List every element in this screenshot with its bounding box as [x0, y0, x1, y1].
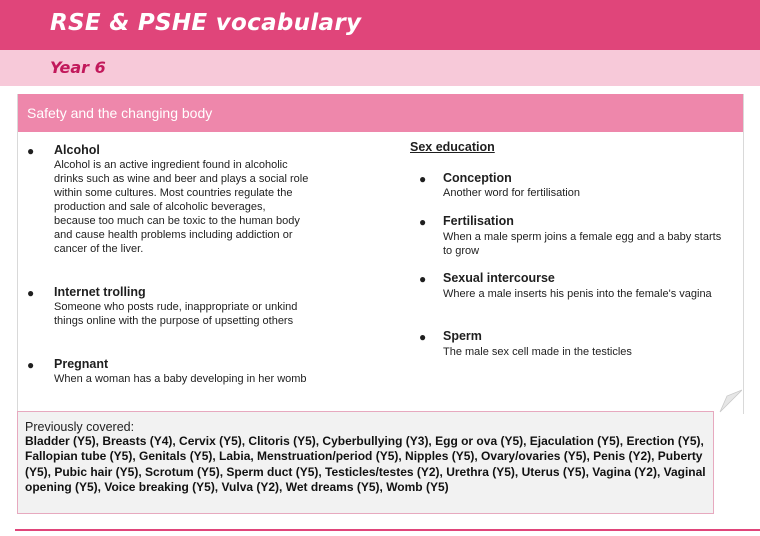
definition-fertilisation: When a male sperm joins a female egg and a baby starts to grow	[443, 231, 722, 257]
bullet-icon: ●	[419, 272, 427, 286]
term-sperm: Sperm	[443, 329, 482, 343]
definition-conception: Another word for fertilisation	[443, 187, 580, 199]
definition-internet-trolling: Someone who posts rude, inappropriate or unkind things online with the purpose of upsetting others	[54, 301, 298, 327]
term-pregnant: Pregnant	[54, 357, 109, 371]
section-heading-sex-education: Sex education	[410, 140, 495, 154]
bullet-icon: ●	[27, 286, 35, 300]
term-alcohol: Alcohol	[54, 143, 100, 157]
definition-sperm: The male sex cell made in the testicles	[443, 346, 632, 358]
year-bar	[0, 50, 760, 86]
bullet-icon: ●	[419, 172, 427, 186]
bullet-icon: ●	[419, 330, 427, 344]
definition-sexual-intercourse: Where a male inserts his penis into the female's vagina	[443, 288, 712, 300]
title-bar	[0, 0, 760, 50]
term-sexual-intercourse: Sexual intercourse	[443, 271, 555, 285]
term-fertilisation: Fertilisation	[443, 214, 514, 228]
bullet-icon: ●	[419, 215, 427, 229]
definition-alcohol: Alcohol is an active ingredient found in alcoholic drinks such as wine and beer and plays a social role within some cultures. Most countries regulate the production and sale of alcoholic beverages, because too much can be toxic to the human body and cause health problems including addiction or cancer of the liver.	[54, 159, 309, 255]
term-conception: Conception	[443, 171, 512, 185]
page-title: RSE & PSHE vocabulary	[50, 10, 362, 36]
previously-covered-box	[17, 411, 714, 514]
term-internet-trolling: Internet trolling	[54, 285, 146, 299]
definition-pregnant: When a woman has a baby developing in her womb	[54, 373, 307, 385]
previously-covered-list: Bladder (Y5), Breasts (Y4), Cervix (Y5), Clitoris (Y5), Cyberbullying (Y3), Egg or ova (Y5), Ejaculation (Y5), Erection (Y5), Fallopian tube (Y5), Genitals (Y5), Labia, Menstruation/period (Y5), Nipples (Y5), Ovary/ovaries (Y5), Penis (Y2), Puberty (Y5), Pubic hair (Y5), Scrotum (Y5), Sperm duct (Y5), Testicles/testes (Y2), Urethra (Y5), Uterus (Y5), Vagina (Y2), Vaginal opening (Y5), Voice breaking (Y5), Vulva (Y2), Wet dreams (Y5), Womb (Y5)	[25, 434, 706, 494]
previously-covered-title: Previously covered:	[25, 420, 135, 434]
card-header	[18, 94, 743, 132]
year-label: Year 6	[50, 58, 106, 77]
card-title: Safety and the changing body	[27, 105, 213, 121]
bullet-icon: ●	[27, 144, 35, 158]
bottom-divider	[15, 529, 760, 531]
bullet-icon: ●	[27, 358, 35, 372]
page-curl-icon	[714, 386, 742, 413]
